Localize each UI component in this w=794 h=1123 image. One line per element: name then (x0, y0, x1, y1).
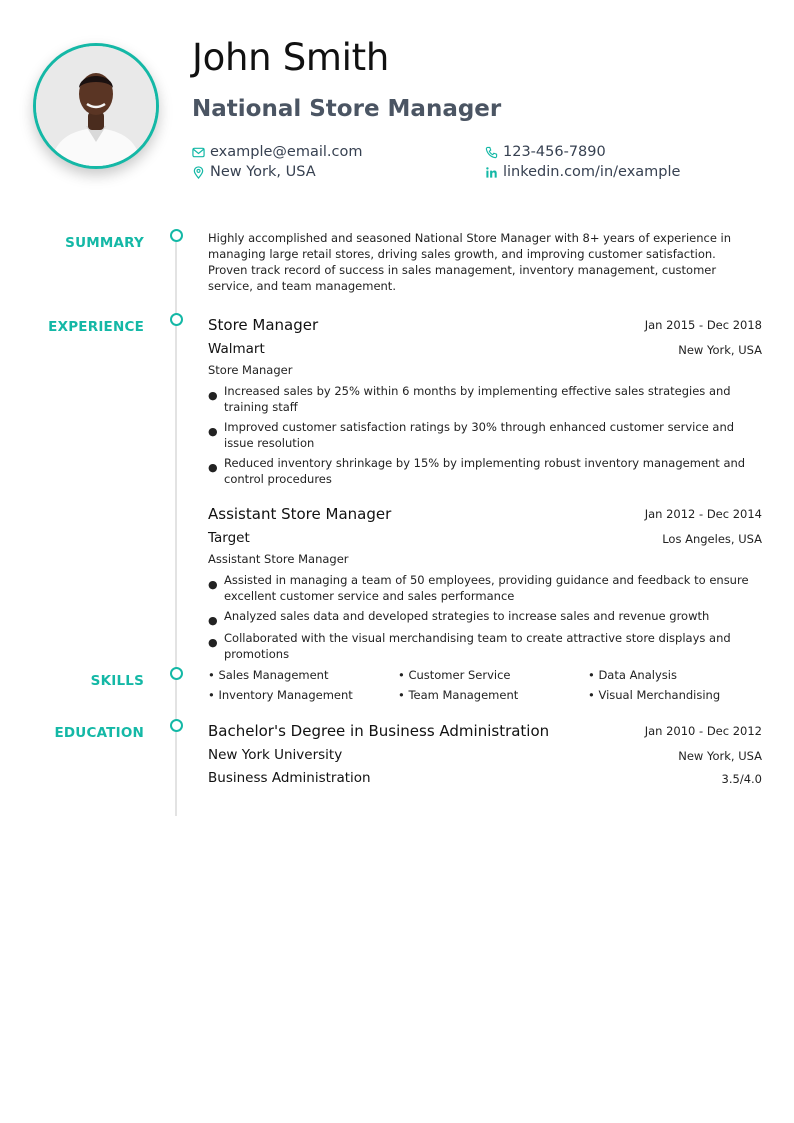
person-portrait-icon (36, 46, 156, 166)
location-text: New York, USA (210, 164, 316, 180)
job-bullet: ● Improved customer satisfaction ratings by 30% through enhanced customer service and issue resolution (208, 420, 735, 450)
contact-location (192, 163, 316, 181)
profile-photo (33, 43, 159, 169)
bullet-dot-icon: ● (208, 461, 218, 474)
timeline-dot (170, 719, 183, 732)
contact-linkedin[interactable] (485, 163, 680, 181)
job-location: Los Angeles, USA (662, 532, 762, 546)
job-bullet: ● Analyzed sales data and developed strategies to increase sales and revenue growth (208, 609, 710, 627)
education-heading: EDUCATION (54, 725, 144, 741)
bullet-dot-icon: ● (208, 578, 218, 591)
job-dates: Jan 2012 - Dec 2014 (644, 507, 762, 521)
mail-icon (192, 146, 205, 159)
job-company: Target (208, 530, 250, 546)
phone-icon (485, 146, 498, 159)
skill-item: • Team Management (398, 688, 519, 702)
phone-text: 123-456-7890 (503, 144, 606, 160)
skills-heading: SKILLS (90, 673, 144, 689)
bullet-dot-icon: ● (208, 425, 218, 438)
job-company: Walmart (208, 341, 265, 357)
skill-item: • Customer Service (398, 668, 511, 682)
summary-text: Highly accomplished and seasoned National Store Manager with 8+ years of experience in managing large retail stores, driving sales growth, and improving customer satisfaction. Proven track record of success in sales management, inventory management, customer service, and team management. (208, 231, 732, 293)
linkedin-text: linkedin.com/in/example (503, 164, 681, 180)
timeline-dot (170, 313, 183, 326)
candidate-name: John Smith (192, 36, 389, 79)
degree-title: Bachelor's Degree in Business Administration (208, 722, 550, 740)
job-bullet: ● Reduced inventory shrinkage by 15% by implementing robust inventory management and control procedures (208, 456, 746, 486)
contact-email[interactable] (192, 143, 362, 161)
linkedin-icon (485, 166, 498, 179)
skill-item: • Sales Management (208, 668, 329, 682)
bullet-dot-icon: ● (208, 614, 218, 627)
timeline-dot (170, 667, 183, 680)
job-bullet: ● Collaborated with the visual merchandising team to create attractive store displays and promotions (208, 631, 731, 661)
education-dates: Jan 2010 - Dec 2012 (644, 724, 762, 738)
job-title: Assistant Store Manager (208, 505, 392, 523)
bullet-dot-icon: ● (208, 636, 218, 649)
job-bullet: ● Assisted in managing a team of 50 employees, providing guidance and feedback to ensure excellent customer service and sales performance (208, 573, 749, 603)
field-of-study: Business Administration (208, 770, 371, 786)
email-text: example@email.com (210, 144, 363, 160)
school-location: New York, USA (678, 749, 762, 763)
experience-heading: EXPERIENCE (48, 319, 144, 335)
skill-item: • Data Analysis (588, 668, 677, 682)
job-bullet: ● Increased sales by 25% within 6 months by implementing effective sales strategies and training staff (208, 384, 731, 414)
school-name: New York University (208, 747, 343, 763)
job-role: Store Manager (208, 363, 293, 377)
job-role: Assistant Store Manager (208, 552, 349, 566)
contact-phone[interactable] (485, 143, 606, 161)
skill-item: • Inventory Management (208, 688, 353, 702)
job-location: New York, USA (678, 343, 762, 357)
timeline-dot (170, 229, 183, 242)
gpa: 3.5/4.0 (721, 772, 762, 786)
map-pin-icon (192, 166, 205, 179)
bullet-dot-icon: ● (208, 389, 218, 402)
summary-heading: SUMMARY (65, 235, 144, 251)
candidate-title: National Store Manager (192, 96, 502, 122)
job-title: Store Manager (208, 316, 319, 334)
skill-item: • Visual Merchandising (588, 688, 721, 702)
job-dates: Jan 2015 - Dec 2018 (644, 318, 762, 332)
